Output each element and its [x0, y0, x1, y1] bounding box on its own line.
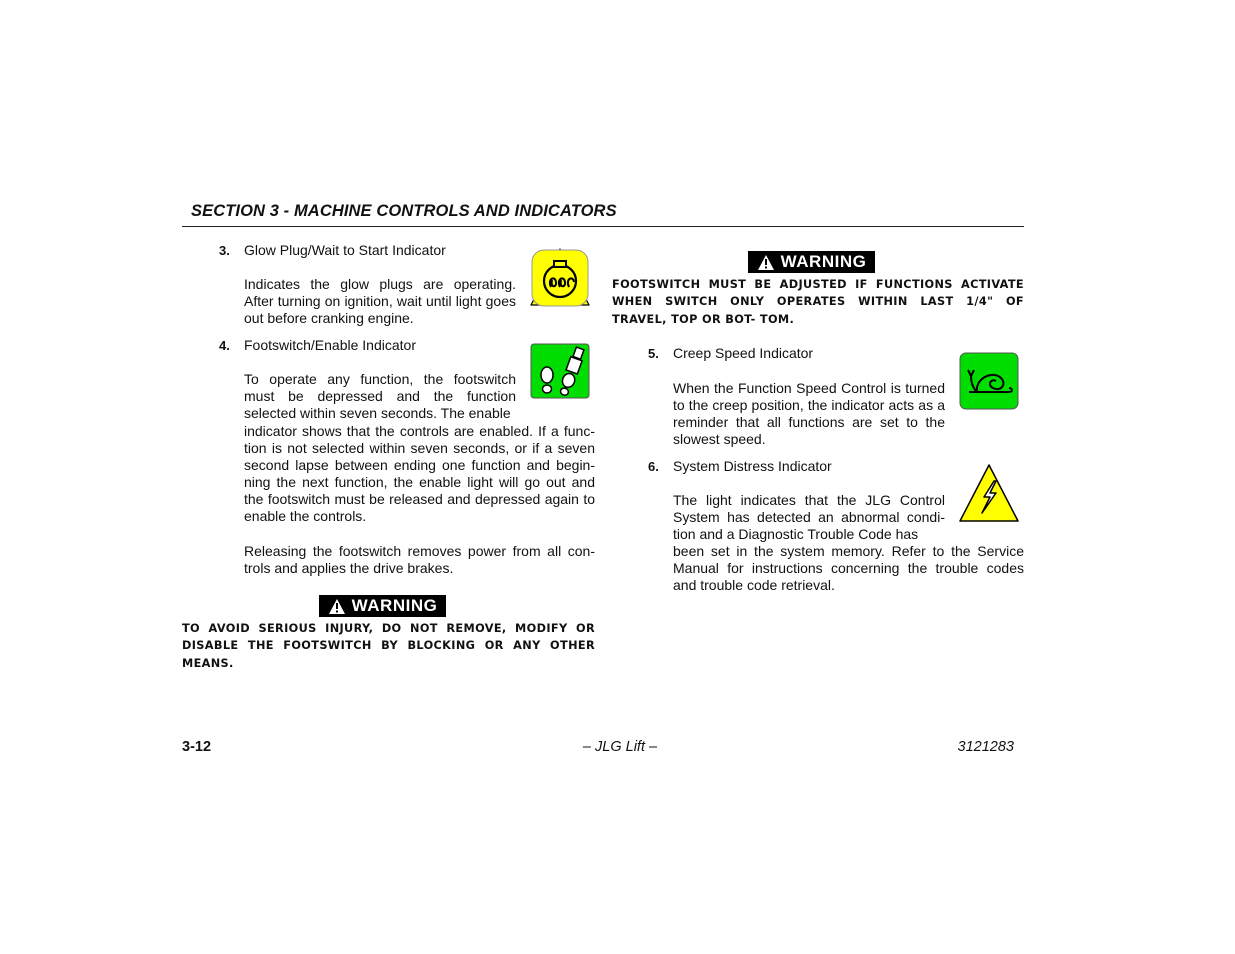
item-3-body: Indicates the glow plugs are operating. After turning on ignition, wait until light goes out before cranking engine. — [244, 276, 516, 326]
warning-label: WARNING — [780, 252, 867, 271]
item-5-body: When the Function Speed Control is turned to the creep position, the indicator acts as a reminder that all functions are set to the slowest speed. — [673, 380, 945, 447]
glow-plug-icon — [529, 247, 591, 309]
item-6-body-narrow: The light indicates that the JLG Control System has detected an abnormal condi- tion and a Diagnostic Trouble Code has — [673, 492, 945, 542]
system-distress-icon — [958, 463, 1020, 523]
item-6-body-wide: been set in the system memory. Refer to the Service Manual for instructions concerning the trouble codes and trouble code retrieval. — [673, 543, 1024, 593]
item-6-heading: System Distress Indicator — [673, 458, 832, 474]
warning-badge — [748, 251, 875, 273]
warning-triangle-icon — [328, 598, 346, 615]
item-4-body-2: Releasing the footswitch removes power from all con- trols and applies the drive brakes. — [244, 543, 595, 576]
snail-icon — [959, 352, 1019, 410]
item-4-body-narrow: To operate any function, the footswitch must be depressed and the function selected within seven seconds. The enable — [244, 371, 516, 421]
document-number: 3121283 — [957, 739, 1014, 755]
warning-triangle-icon — [757, 254, 775, 271]
footswitch-icon — [530, 343, 590, 399]
item-4-number: 4. — [219, 338, 230, 353]
item-3-heading: Glow Plug/Wait to Start Indicator — [244, 242, 446, 258]
item-5-number: 5. — [648, 346, 659, 361]
footer-center: – JLG Lift – — [582, 739, 658, 755]
warning-label: WARNING — [351, 596, 438, 615]
item-4-body-wide: indicator shows that the controls are enabled. If a func- tion is not selected within seven seconds, or if a seven second lapse between ending one function and begin- ning the next function, the enable light will go out and the footswitch must be released and depressed again to enable the controls. — [244, 423, 595, 524]
warning-text: TO AVOID SERIOUS INJURY, DO NOT REMOVE, MODIFY OR DISABLE THE FOOTSWITCH BY BLOCKING OR ANY OTHER MEANS. — [182, 622, 595, 670]
item-3-number: 3. — [219, 243, 230, 258]
warning-text: FOOTSWITCH MUST BE ADJUSTED IF FUNCTIONS ACTIVATE WHEN SWITCH ONLY OPERATES WITHIN LAST 1/4" OF TRAVEL, TOP OR BOT- TOM. — [612, 278, 1024, 326]
header-rule — [182, 226, 1024, 227]
item-6-number: 6. — [648, 459, 659, 474]
item-4-heading: Footswitch/Enable Indicator — [244, 337, 416, 353]
item-5-heading: Creep Speed Indicator — [673, 345, 814, 361]
page-number: 3-12 — [182, 739, 212, 755]
warning-badge — [319, 595, 446, 617]
section-title: SECTION 3 - MACHINE CONTROLS AND INDICATORS — [191, 202, 617, 220]
